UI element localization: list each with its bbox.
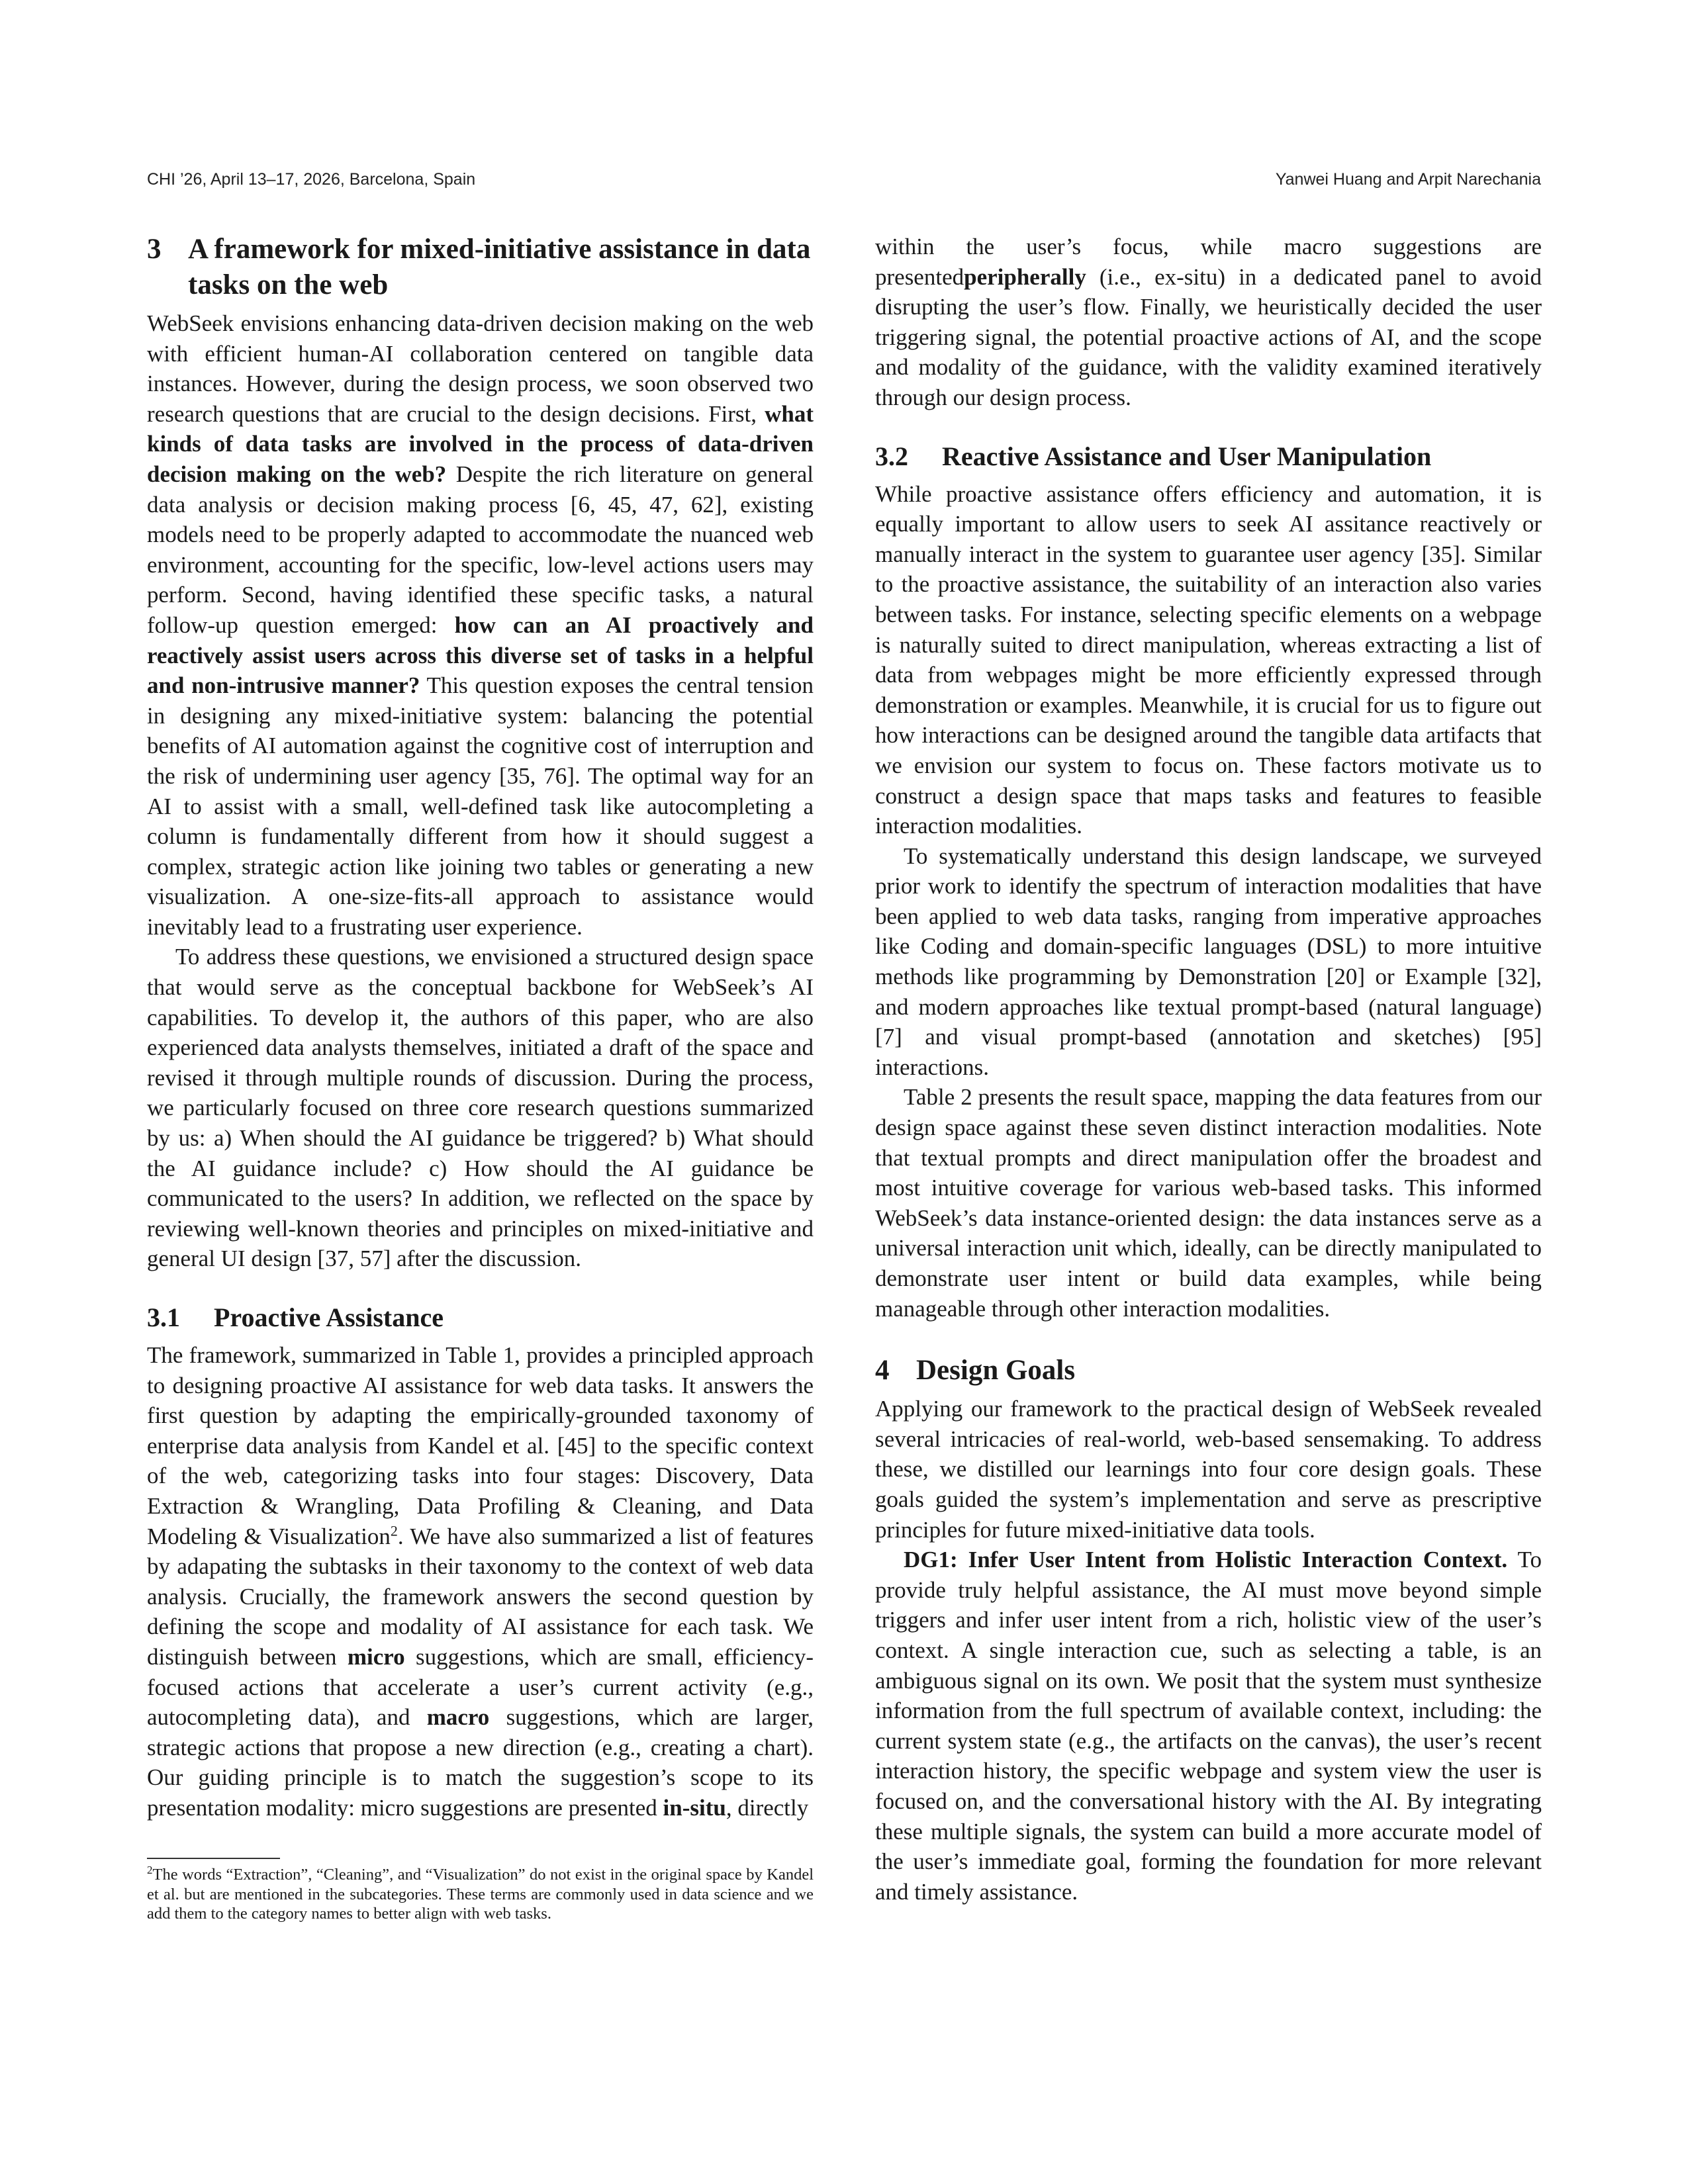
section-3-1-paragraph-1-continued: within the user’s focus, while macro suggestions are presentedperipherally (i.e., ex-situ) in a dedicated panel to avoid disrupting the user’s flow. Finally, we heuristically decided the user triggering signal, the potential proactive actions of AI, and the scope and modality of the guidance, with the validity examined iteratively through our design process.	[875, 234, 1542, 410]
left-column	[147, 232, 814, 1823]
section-3-1-heading	[147, 1302, 814, 1334]
section-3-heading	[147, 232, 814, 303]
subsection-title: Proactive Assistance	[214, 1302, 444, 1332]
design-goal-1-paragraph: DG1: Infer User Intent from Holistic Interaction Context. To provide truly helpful assistance, the AI must move beyond simple triggers and infer user intent from a rich, holistic view of the user’s context. A single interaction cue, such as selecting a table, is an ambiguous signal on its own. We posit that the system must synthesize information from the full spectrum of available context, including: the current system state (e.g., the artifacts on the canvas), the user’s recent interaction history, the specific webpage and system view the user is focused on, and the conversational history with the AI. By integrating these multiple signals, the system can build a more accurate model of the user’s immediate goal, forming the foundation for more relevant and timely assistance.	[875, 1547, 1542, 1905]
section-3-1-continuation	[875, 232, 1542, 413]
section-3-2-heading	[875, 441, 1542, 473]
footnote-rule	[147, 1858, 280, 1859]
section-4-heading	[875, 1353, 1542, 1388]
header-venue: CHI ’26, April 13–17, 2026, Barcelona, Spain	[147, 170, 476, 189]
section-4-paragraph-1: Applying our framework to the practical design of WebSeek revealed several intricacies of real-world, web-based sensemaking. To address these, we distilled our learnings into four core design goals. These goals guided the system’s implementation and serve as prescriptive principles for future mixed-initiative data tools.	[875, 1396, 1542, 1543]
section-3-2-paragraph-1: While proactive assistance offers efficiency and automation, it is equally important to allow users to seek AI assitance reactively or manually interact in the system to guarantee user agency [35]. Similar to the proactive assistance, the suitability of an interaction also varies between tasks. For instance, selecting specific elements on a webpage is naturally suited to direct manipulation, whereas extracting a list of data from webpages might be more efficiently expressed through demonstration or examples. Meanwhile, it is crucial for us to figure out how interactions can be designed around the tangible data artifacts that we envision our system to focus on. These factors motivate us to construct a design space that maps tasks and features to feasible interaction modalities.	[875, 480, 1542, 839]
section-3-2-paragraph-2: To systematically understand this design landscape, we surveyed prior work to identify the spectrum of interaction modalities that have been applied to web data tasks, ranging from imperative approaches like Coding and domain-specific languages (DSL) to more intuitive methods like programming by Demonstration [20] or Example [32], and modern approaches like textual prompt-based (natural language) [7] and visual prompt-based (annotation and sketches) [95] interactions.	[875, 842, 1542, 1080]
section-title: Design Goals	[916, 1355, 1076, 1387]
subsection-title: Reactive Assistance and User Manipulation	[942, 441, 1432, 471]
section-number: 3	[147, 234, 162, 265]
subsection-number: 3.1	[147, 1302, 180, 1332]
section-3-1-paragraph-1: The framework, summarized in Table 1, provides a principled approach to designing proactive AI assistance for web data tasks. It answers the first question by adapting the empirically-grounded taxonomy of enterprise data analysis from Kandel et al. [45] to the specific context of the web, categorizing tasks into four stages: Discovery, Data Extraction & Wrangling, Data Profiling & Cleaning, and Data Modeling & Visualization$^2$. We have also summarized a list of features by adapating the subtasks in their taxonomy to the context of web data analysis. Crucially, the framework answers the second question by defining the scope and modality of AI assistance for each task. We distinguish between micro suggestions, which are small, efficiency-focused actions that accelerate a user’s current activity (e.g., autocompleting data), and macro suggestions, which are larger, strategic actions that propose a new direction (e.g., creating a chart). Our guiding principle is to match the suggestion’s scope to its presentation modality: micro suggestions are presented in-situ, directly	[147, 1342, 814, 1821]
footnote	[147, 1865, 814, 1924]
subsection-number: 3.2	[875, 441, 908, 471]
section-title: A framework for mixed-initiative assistance in data tasks on the web	[188, 234, 811, 300]
section-3-2-paragraph-3: Table 2 presents the result space, mapping the data features from our design space against these seven distinct interaction modalities. Note that textual prompts and direct manipulation offer the broadest and most intuitive coverage for various web-based tasks. This informed WebSeek’s data instance-oriented design: the data instances serve as a universal interaction unit which, ideally, can be directly manipulated to demonstrate user intent or build data examples, while being manageable through other interaction modalities.	[875, 1084, 1542, 1322]
section-3-paragraph-1: WebSeek envisions enhancing data-driven decision making on the web with efficient human-AI collaboration centered on tangible data instances. However, during the design process, we soon observed two research questions that are crucial to the design decisions. First, what kinds of data tasks are involved in the process of data-driven decision making on the web? Despite the rich literature on general data analysis or decision making process [6, 45, 47, 62], existing models need to be properly adapted to accommodate the nuanced web environment, accounting for the specific, low-level actions users may perform. Second, having identified these specific tasks, a natural follow-up question emerged: how can an AI proactively and reactively assist users across this diverse set of tasks in a helpful and non-intrusive manner? This question exposes the central tension in designing any mixed-initiative system: balancing the potential benefits of AI automation against the cognitive cost of interruption and the risk of undermining user agency [35, 76]. The optimal way for an AI to assist with a small, well-defined task like autocompleting a column is fundamentally different from how it should suggest a complex, strategic action like joining two tables or generating a new visualization. A one-size-fits-all approach to assistance would inevitably lead to a frustrating user experience.	[147, 310, 814, 940]
section-number: 4	[875, 1355, 890, 1387]
footnote-mark: 2	[147, 1863, 153, 1876]
right-column	[875, 232, 1542, 1907]
header-authors: Yanwei Huang and Arpit Narechania	[1275, 170, 1541, 189]
section-3-paragraph-2: To address these questions, we envisioned a structured design space that would serve as the conceptual backbone for WebSeek’s AI capabilities. To develop it, the authors of this paper, who are also experienced data analysts themselves, initiated a draft of the space and revised it through multiple rounds of discussion. During the process, we particularly focused on three core research questions summarized by us: a) When should the AI guidance be triggered? b) What should the AI guidance include? c) How should the AI guidance be communicated to the users? In addition, we reflected on the space by reviewing well-known theories and principles on mixed-initiative and general UI design [37, 57] after the discussion.	[147, 944, 814, 1272]
footnote-ref[interactable]: 2	[390, 1522, 398, 1539]
design-goal-1-title: DG1: Infer User Intent from Holistic Interaction Context.	[904, 1547, 1508, 1573]
footnote-text: The words “Extraction”, “Cleaning”, and “Visualization” do not exist in the original space by Kandel et al. but are mentioned in the subcategories. These terms are commonly used in data science and we add them to the category names to better align with web tasks.	[147, 1866, 814, 1923]
